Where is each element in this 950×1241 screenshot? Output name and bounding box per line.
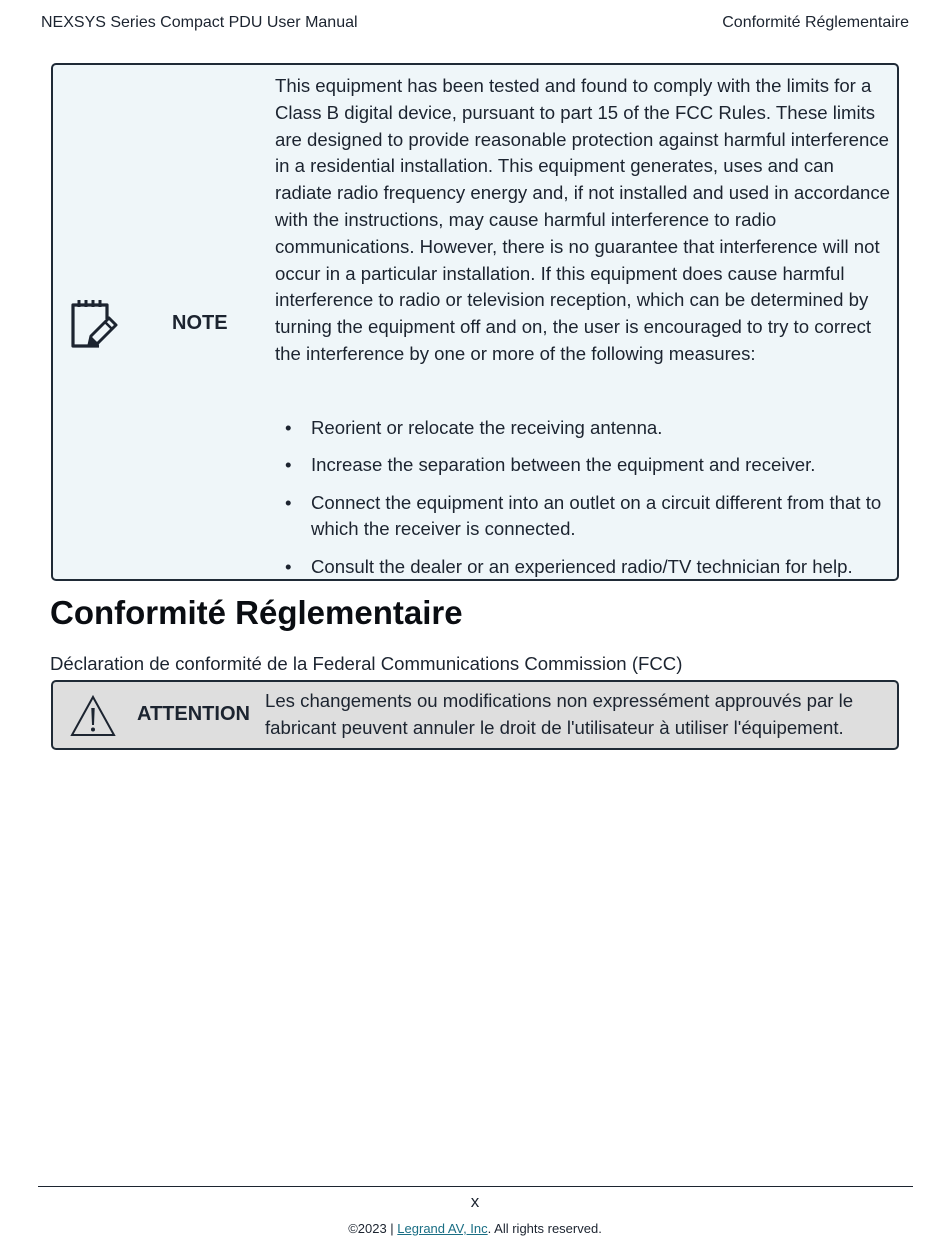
list-item-text: Consult the dealer or an experienced radio/TV technician for help. xyxy=(311,555,853,577)
notepad-pencil-icon xyxy=(69,299,121,351)
list-item xyxy=(275,490,899,544)
attention-body: Les changements ou modifications non expressément approuvés par le fabricant peuvent annuler le droit de l'utilisateur à utiliser l'équipement. xyxy=(265,690,854,738)
list-item-text: Connect the equipment into an outlet on a circuit different from that to which the receiver is connected. xyxy=(311,491,882,540)
bullet-marker: • xyxy=(285,555,292,577)
section-subtitle: Déclaration de conformité de la Federal Communications Commission (FCC) xyxy=(50,653,683,674)
list-item xyxy=(275,452,899,479)
list-item-text: Reorient or relocate the receiving antenna. xyxy=(311,417,663,438)
copyright-suffix: . All rights reserved. xyxy=(487,1221,602,1236)
header-section-title: Conformité Réglementaire xyxy=(722,14,909,31)
copyright-prefix: ©2023 | xyxy=(348,1221,398,1236)
note-measures-list xyxy=(275,415,899,591)
bullet-marker: • xyxy=(285,417,292,438)
warning-triangle-icon xyxy=(69,694,117,738)
footer-divider xyxy=(38,1186,913,1187)
bullet-marker: • xyxy=(285,491,292,513)
attention-label: ATTENTION xyxy=(137,703,250,725)
bullet-marker: • xyxy=(285,454,292,476)
list-item xyxy=(275,554,899,581)
page-number: x xyxy=(470,1192,480,1211)
list-item-text: Increase the separation between the equipment and receiver. xyxy=(311,454,816,476)
header-manual-title: NEXSYS Series Compact PDU User Manual xyxy=(41,14,358,31)
note-body: This equipment has been tested and found to comply with the limits for a Class B digital device, pursuant to part 15 of the FCC Rules. These limits are designed to provide reasonable protection against harmful interference in a residential installation. This equipment generates, uses and can radiate radio frequency energy and, if not installed and used in accordance with the instructions, may cause harmful interference to radio communications. However, there is no guarantee that interference will not occur in a particular installation. If this equipment does cause harmful interference to radio or television reception, which can be determined by turning the equipment off and on, the user is encouraged to try to correct the interference by one or more of the following measures: xyxy=(275,75,891,364)
attention-callout xyxy=(51,680,899,750)
note-callout xyxy=(51,63,899,581)
company-link[interactable]: Legrand AV, Inc xyxy=(397,1221,488,1236)
note-label: NOTE xyxy=(172,312,228,334)
footer-copyright xyxy=(0,1221,950,1236)
section-heading: Conformité Réglementaire xyxy=(50,594,463,631)
list-item xyxy=(275,415,899,442)
